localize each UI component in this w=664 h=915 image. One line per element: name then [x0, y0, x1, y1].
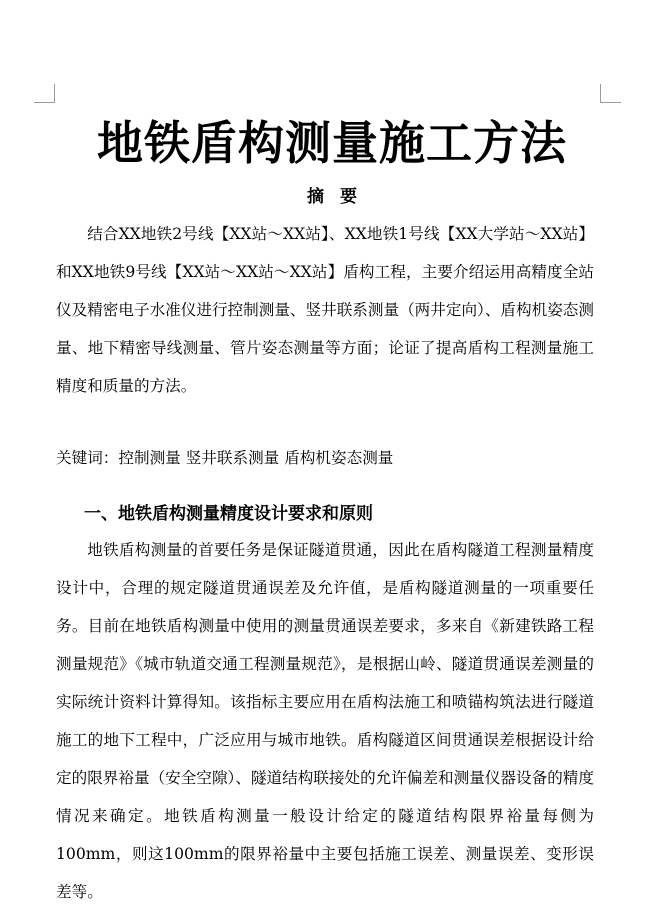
document-title[interactable]: 地铁盾构测量施工方法: [97, 116, 567, 170]
abstract-heading[interactable]: 摘要: [307, 187, 373, 207]
margin-mark-left: [34, 84, 55, 103]
keywords-line[interactable]: 关键词：控制测量 竖井联系测量 盾构机姿态测量: [56, 449, 394, 467]
section-heading[interactable]: 一、地铁盾构测量精度设计要求和原则: [84, 504, 373, 524]
section-paragraph[interactable]: 地铁盾构测量的首要任务是保证隧道贯通，因此在盾构隧道工程测量精度设计中，合理的规定隧道贯通误差及允许值，是盾构隧道测量的一项重要任务。目前在地铁盾构测量中使用的测量贯通误差要求，多来自《新建铁路工程测量规范》《城市轨道交通工程测量规范》，是根据山岭、隧道贯通误差测量的实际统计资料计算得知。该指标主要应用在盾构法施工和喷锚构筑法进行隧道施工的地下工程中，广泛应用与城市地铁。盾构隧道区间贯通误差根据设计给定的限界裕量（安全空隙）、隧道结构联接处的允许偏差和测量仪器设备的精度情况来确定。地铁盾构测量一般设计给定的隧道结构限界裕量每侧为100mm，则这100mm的限界裕量中主要包括施工误差、测量误差、变形误差等。: [56, 541, 594, 901]
abstract-paragraph[interactable]: 结合XX地铁2号线【XX站～XX站】、XX地铁1号线【XX大学站～XX站】和XX地铁9号线【XX站～XX站～XX站】盾构工程，主要介绍运用高精度全站仪及精密电子水准仪进行控制测量、竖井联系测量（两井定向）、盾构机姿态测量、地下精密导线测量、管片姿态测量等方面；论证了提高盾构工程测量施工精度和质量的方法。: [56, 225, 594, 395]
margin-mark-right: [600, 84, 621, 103]
